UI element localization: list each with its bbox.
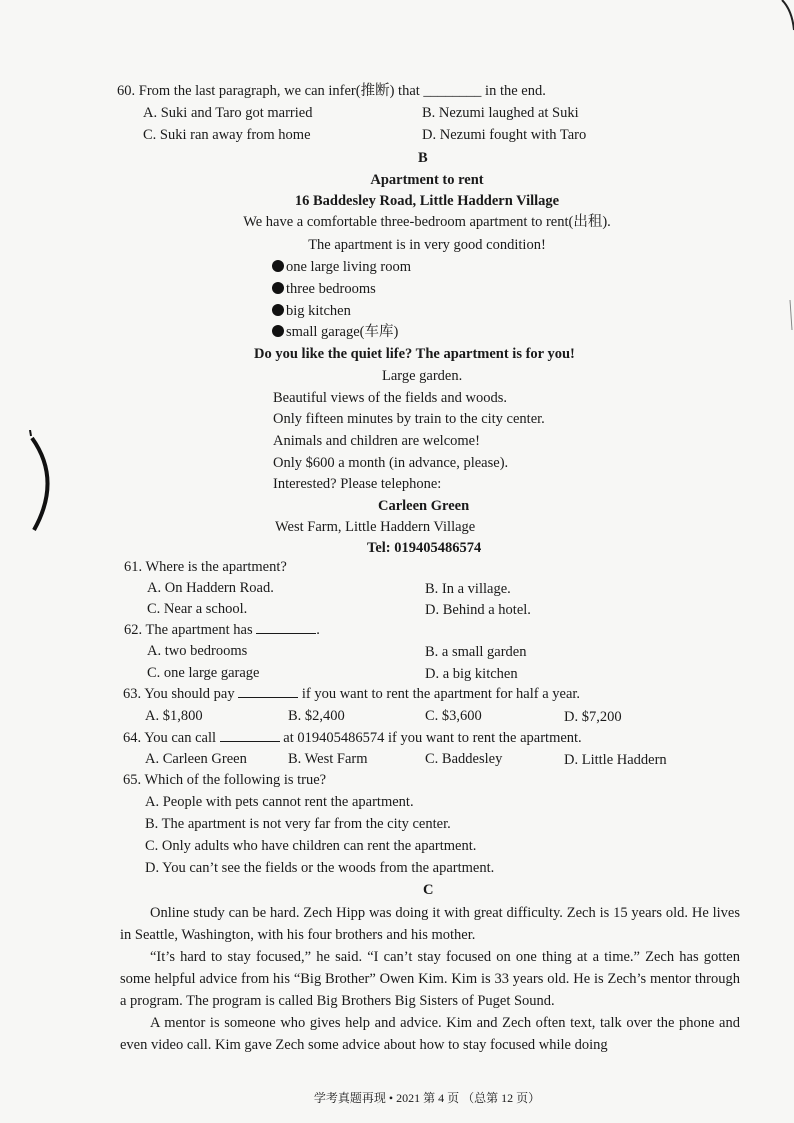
q62-option-a: A. two bedrooms: [147, 643, 248, 659]
q64-stem: 64. You can call at 019405486574 if you want to rent the apartment.: [123, 730, 582, 746]
q60-stem: 60. From the last paragraph, we can infer(推断) that ________ in the end.: [117, 83, 546, 99]
q61-option-d: D. Behind a hotel.: [425, 602, 531, 618]
q64-option-c: C. Baddesley: [425, 751, 503, 767]
answer-blank: [220, 729, 280, 742]
ad-address: 16 Baddesley Road, Little Haddern Village: [294, 193, 560, 209]
section-b-heading: B: [418, 150, 428, 166]
ad-line: Animals and children are welcome!: [273, 433, 480, 449]
bullet-icon: [272, 260, 284, 272]
passage-paragraph: A mentor is someone who gives help and advice. Kim and Zech often text, talk over the phone and even video call. Kim gave Zech some advice about how to stay focused while doing: [120, 1015, 740, 1053]
q61-stem: 61. Where is the apartment?: [124, 559, 287, 575]
q60-option-a: A. Suki and Taro got married: [143, 105, 313, 121]
q61-option-b: B. In a village.: [425, 581, 511, 597]
q64-option-d: D. Little Haddern: [564, 752, 667, 768]
q60-option-b: B. Nezumi laughed at Suki: [422, 105, 579, 121]
q64-option-b: B. West Farm: [288, 751, 368, 767]
q60-option-c: C. Suki ran away from home: [143, 127, 311, 143]
ad-question: Do you like the quiet life? The apartment is for you!: [254, 346, 575, 362]
q63-option-d: D. $7,200: [564, 709, 622, 725]
passage-paragraph: Online study can be hard. Zech Hipp was doing it with great difficulty. Zech is 15 years old. He lives in Seattle, Washington, with his four brothers and his mother.: [120, 905, 740, 943]
contact-address: West Farm, Little Haddern Village: [275, 519, 476, 535]
q61-option-a: A. On Haddern Road.: [147, 580, 274, 596]
ad-intro: We have a comfortable three-bedroom apartment to rent(出租).: [243, 214, 611, 230]
feature-item: big kitchen: [272, 302, 351, 320]
q60-option-d: D. Nezumi fought with Taro: [422, 127, 587, 143]
feature-item: one large living room: [272, 258, 411, 276]
ad-line: Interested? Please telephone:: [273, 476, 442, 492]
ad-line: Only $600 a month (in advance, please).: [273, 455, 509, 471]
bullet-icon: [272, 325, 284, 337]
binding-hole-mark: [0, 430, 60, 540]
answer-blank: [238, 685, 298, 698]
passage-paragraph: “It’s hard to stay focused,” he said. “I can’t stay focused on one thing at a time.” Zech has gotten some helpful advice from his “Big Brother” Owen Kim. Kim is 33 years old. He is Zech’s mentor through a program. The program is called Big Brothers Big Sisters of Puget Sound.: [120, 949, 740, 1009]
q62-option-d: D. a big kitchen: [425, 666, 518, 682]
passage-c: [120, 902, 740, 1056]
ad-line: Beautiful views of the fields and woods.: [273, 390, 507, 406]
page-footer: 学考真题再现 • 2021 第 4 页 （总第 12 页）: [313, 1091, 541, 1105]
q63-stem: 63. You should pay if you want to rent the apartment for half a year.: [123, 686, 581, 702]
q63-option-c: C. $3,600: [425, 708, 482, 724]
contact-name: Carleen Green: [378, 498, 470, 514]
ad-title: Apartment to rent: [370, 172, 484, 188]
q65-stem: 65. Which of the following is true?: [123, 772, 327, 788]
q62-option-c: C. one large garage: [147, 665, 260, 681]
bullet-icon: [272, 304, 284, 316]
section-c-heading: C: [423, 882, 434, 898]
q61-option-c: C. Near a school.: [147, 601, 248, 617]
feature-item: three bedrooms: [272, 280, 376, 298]
feature-item: small garage(车库): [272, 323, 398, 341]
contact-tel: Tel: 019405486574: [367, 540, 482, 556]
q62-option-b: B. a small garden: [425, 644, 527, 660]
q63-option-a: A. $1,800: [145, 708, 203, 724]
q65-option-b: B. The apartment is not very far from the city center.: [145, 816, 451, 832]
ad-condition: The apartment is in very good condition!: [308, 237, 546, 253]
q65-option-c: C. Only adults who have children can rent the apartment.: [145, 838, 477, 854]
q65-option-a: A. People with pets cannot rent the apartment.: [145, 794, 414, 810]
answer-blank: [256, 621, 316, 634]
q63-option-b: B. $2,400: [288, 708, 345, 724]
q64-option-a: A. Carleen Green: [145, 751, 247, 767]
ad-line: Only fifteen minutes by train to the city center.: [273, 411, 545, 427]
page-edge-shadow: [734, 0, 794, 1123]
q62-stem: 62. The apartment has .: [124, 622, 320, 638]
q65-option-d: D. You can’t see the fields or the woods from the apartment.: [145, 860, 495, 876]
bullet-icon: [272, 282, 284, 294]
ad-garden: Large garden.: [382, 368, 463, 384]
